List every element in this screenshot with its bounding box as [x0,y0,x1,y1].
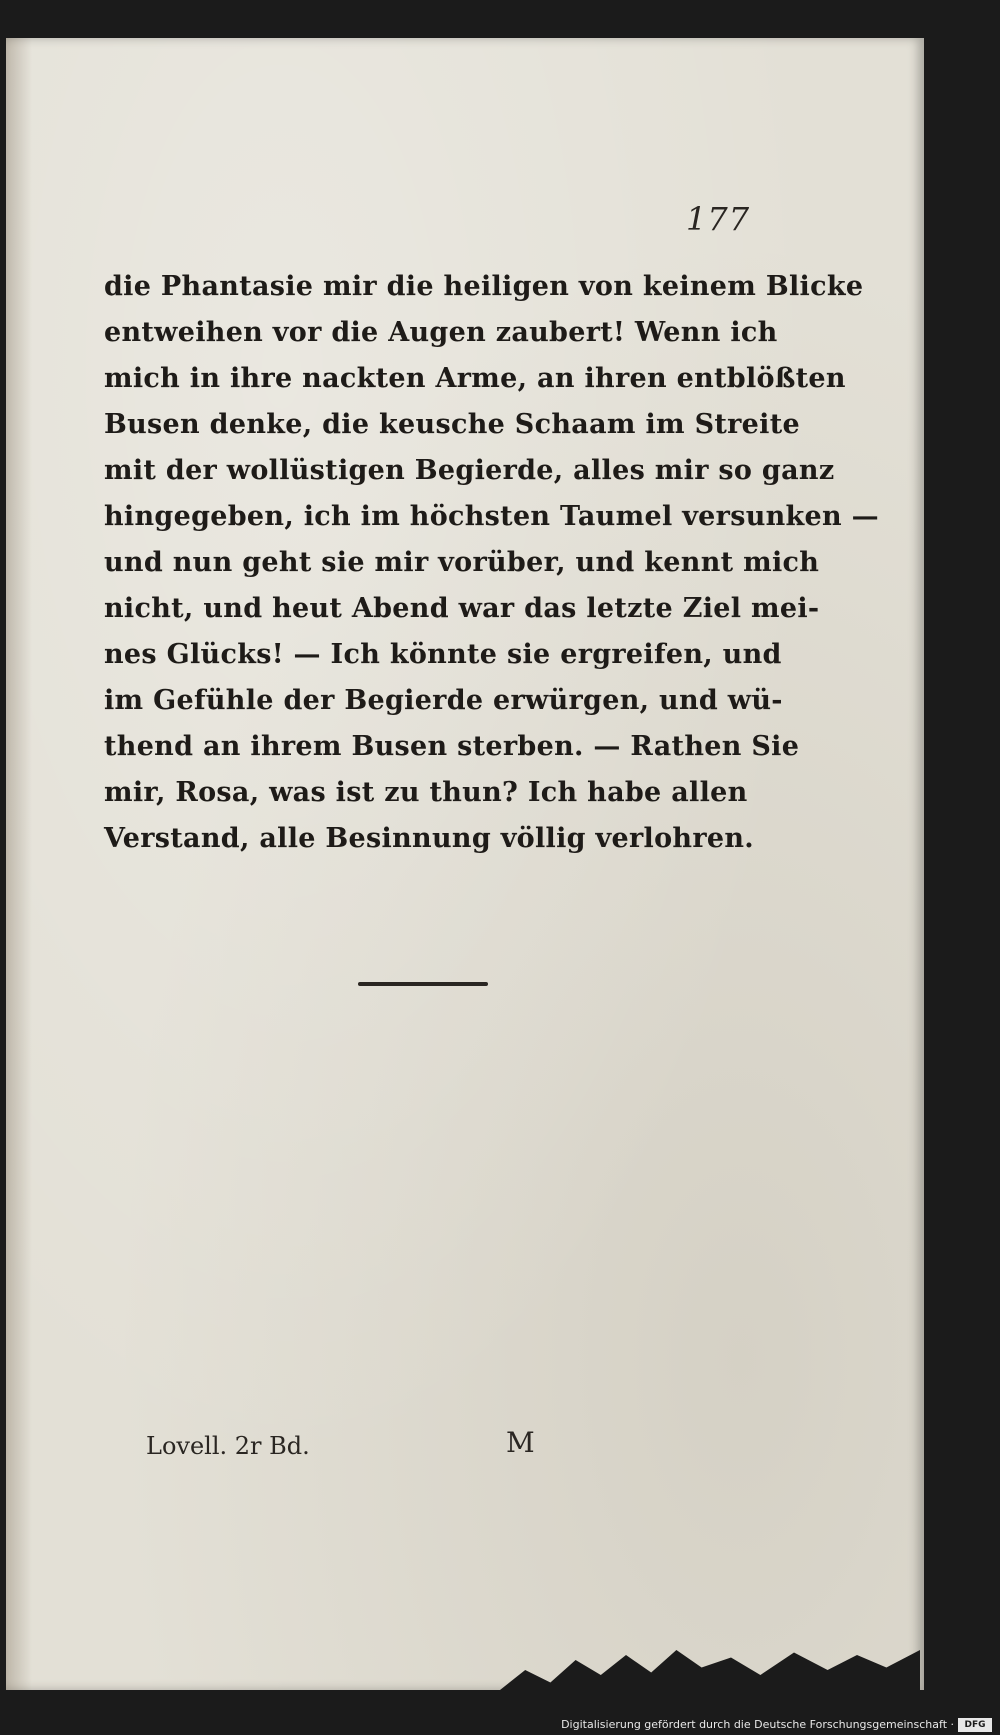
text-line: hingegeben, ich im höchsten Taumel versunken — [104,501,879,532]
text-line: mit der wollüstigen Begierde, alles mir so ganz [104,455,835,486]
text-line: nicht, und heut Abend war das letzte Ziel mei- [104,593,820,624]
section-divider [358,982,488,986]
page-edge-shadow [6,38,32,1690]
text-line: mich in ihre nackten Arme, an ihren entblößten [104,363,846,394]
text-line: Verstand, alle Besinnung völlig verlohren. [104,823,754,854]
body-text [104,264,879,862]
text-line: mir, Rosa, was ist zu thun? Ich habe allen [104,777,748,808]
text-line: nes Glücks! — Ich könnte sie ergreifen, und [104,639,782,670]
text-line: die Phantasie mir die heiligen von keinem Blicke [104,271,864,302]
book-page [6,38,924,1690]
text-line: thend an ihrem Busen sterben. — Rathen Sie [104,731,800,762]
text-line: Busen denke, die keusche Schaam im Streite [104,409,800,440]
text-line: und nun geht sie mir vorüber, und kennt mich [104,547,820,578]
dfg-logo-icon: DFG [958,1718,992,1732]
text-line: im Gefühle der Begierde erwürgen, und wü- [104,685,783,716]
signature-mark: M [506,1426,535,1459]
bleed-through-text [116,898,756,944]
credit-text: Digitalisierung gefördert durch die Deutsche Forschungsgemeinschaft · [561,1718,954,1731]
running-footer: Lovell. 2r Bd. [146,1432,310,1460]
text-line: entweihen vor die Augen zaubert! Wenn ich [104,317,778,348]
page-number: 177 [686,200,751,238]
